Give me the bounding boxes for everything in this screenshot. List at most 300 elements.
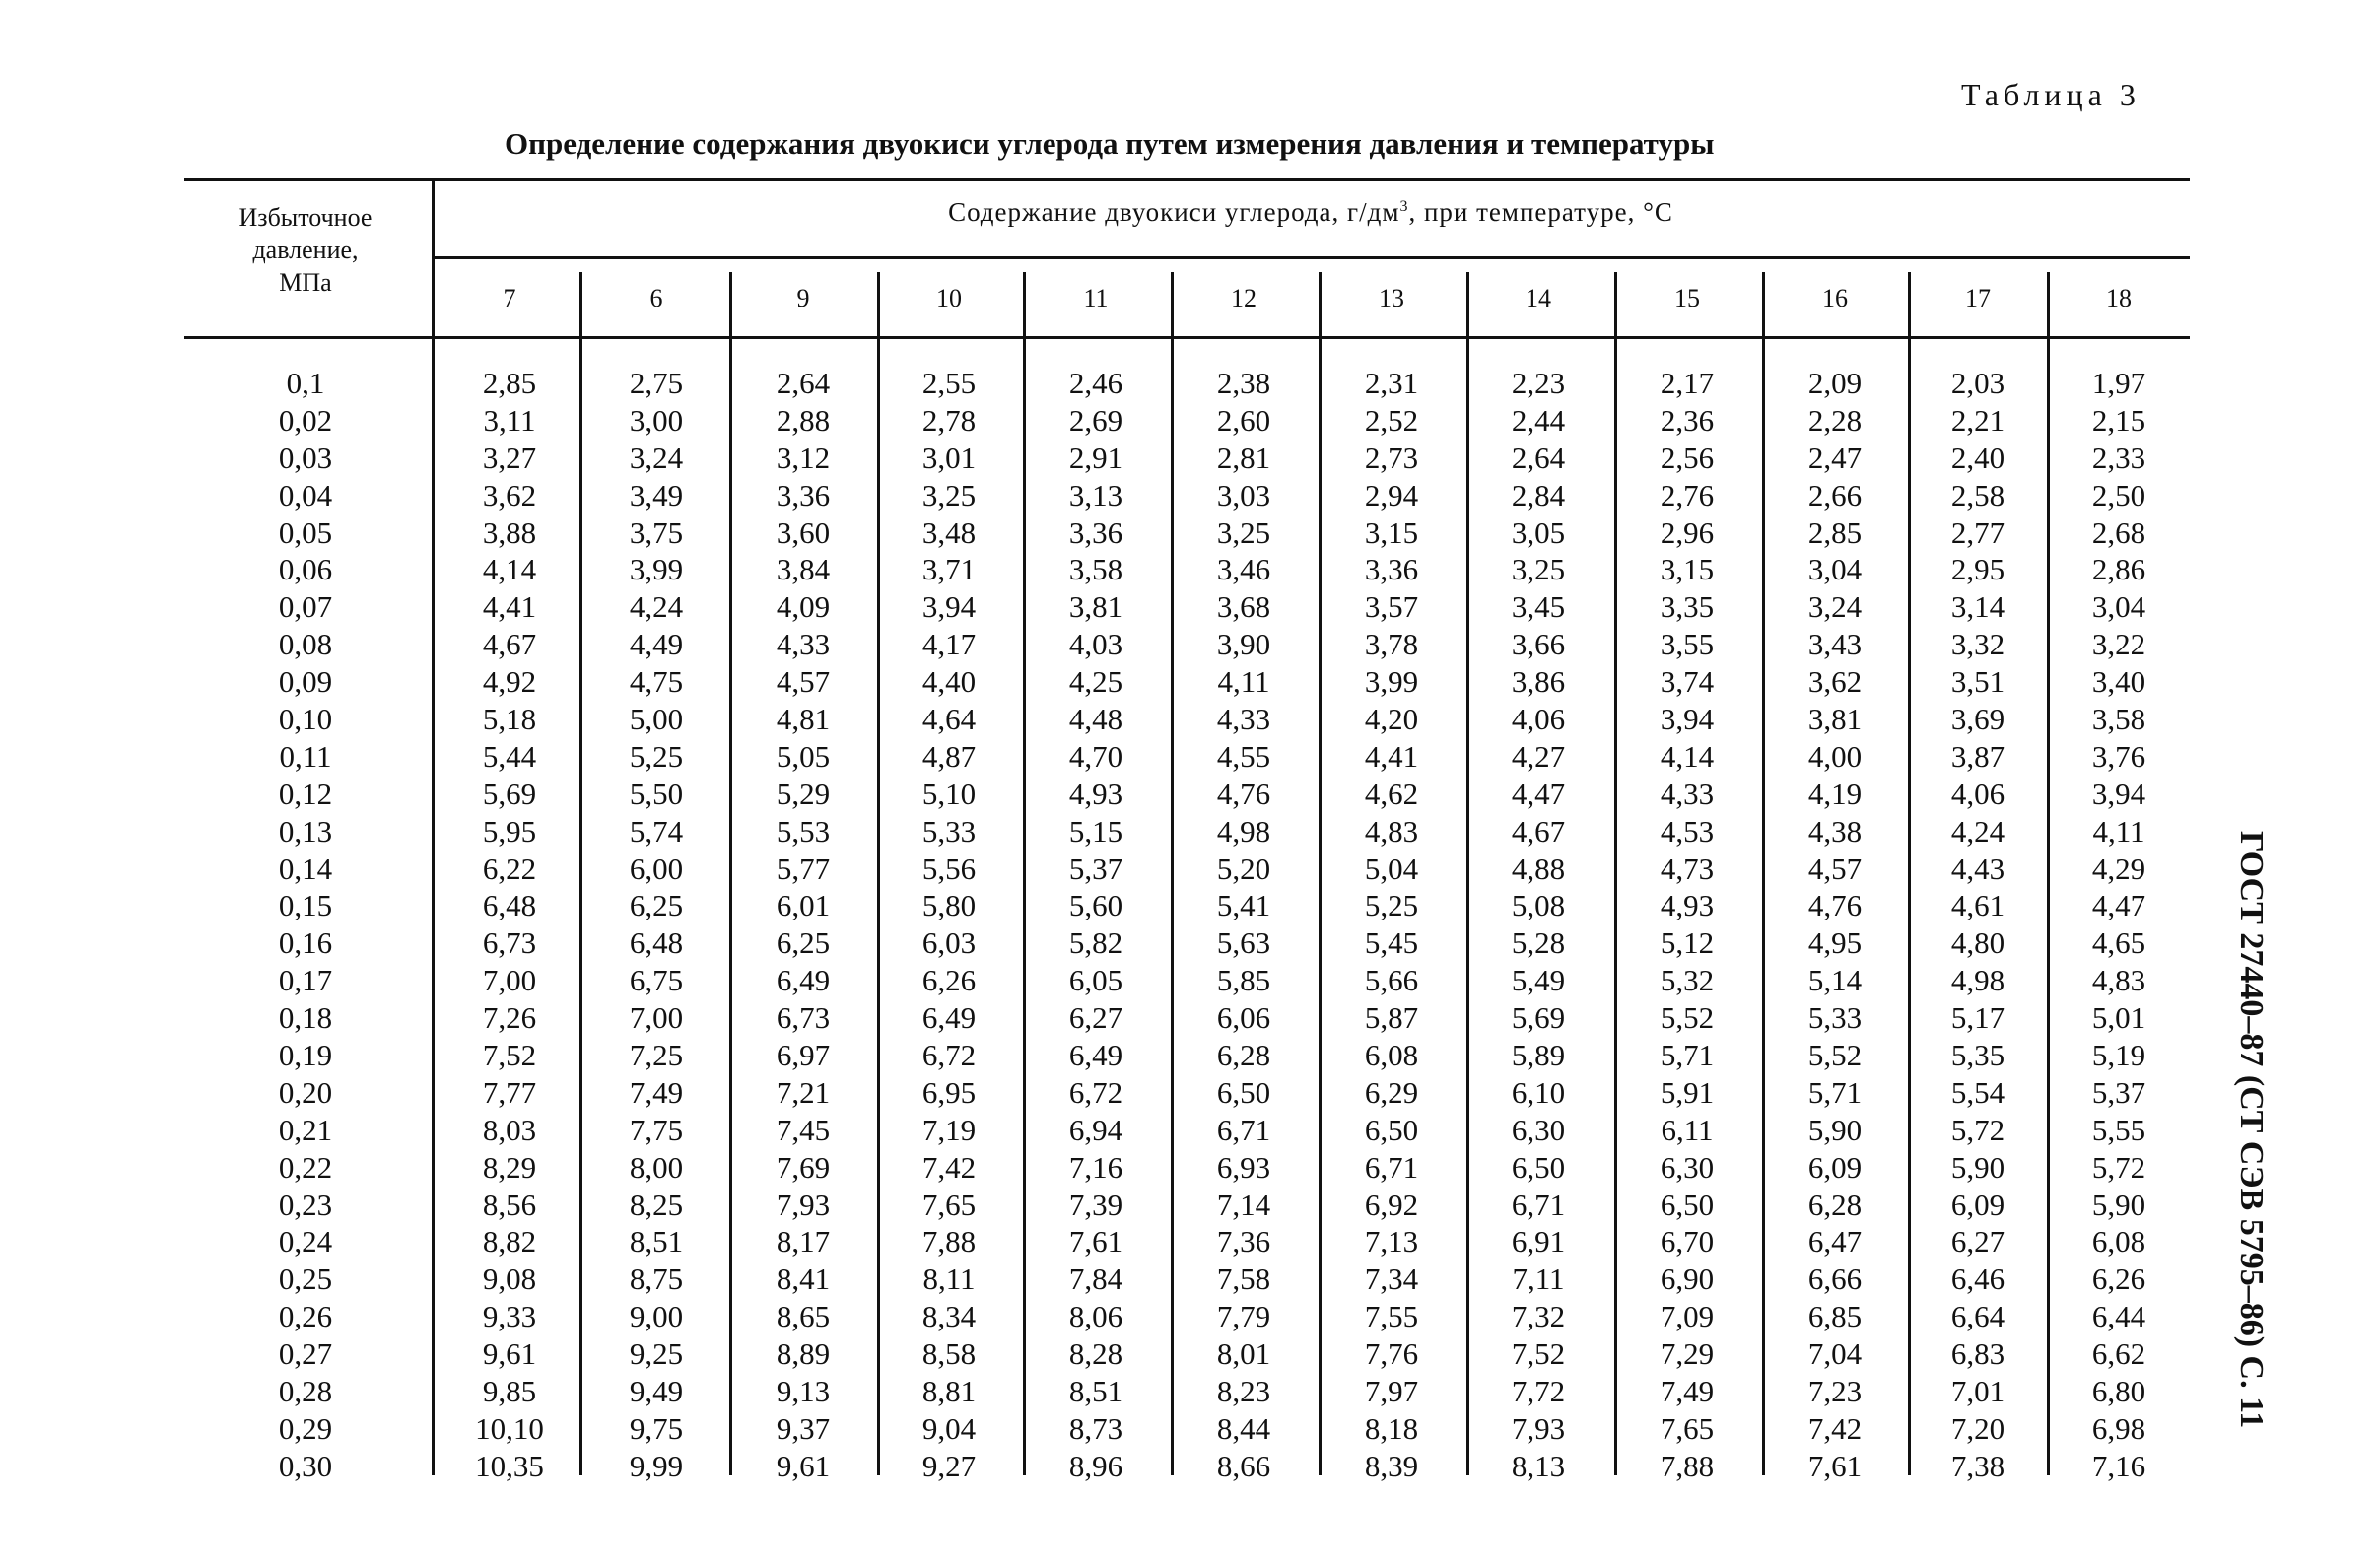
value-cell: 2,15: [2091, 402, 2146, 438]
value-cell: 2,56: [1660, 440, 1715, 475]
value-cell: 3,32: [1950, 627, 2005, 662]
group-header-rule: [434, 256, 2190, 259]
value-cell: 9,04: [921, 1410, 977, 1446]
value-cell: 5,69: [482, 776, 537, 811]
pressure-cell: 0,17: [278, 963, 333, 998]
value-cell: 3,69: [1950, 702, 2005, 737]
value-cell: 7,55: [1364, 1299, 1419, 1334]
value-column: [587, 365, 725, 1485]
value-cell: 2,68: [2091, 514, 2146, 550]
value-cell: 6,44: [2091, 1299, 2146, 1334]
value-cell: 7,11: [1512, 1261, 1565, 1297]
column-divider: [1466, 272, 1469, 1475]
value-cell: 3,57: [1364, 589, 1419, 625]
value-cell: 7,76: [1364, 1336, 1419, 1372]
value-cell: 2,44: [1511, 402, 1566, 438]
value-cell: 2,85: [482, 366, 537, 400]
value-cell: 5,87: [1364, 1000, 1419, 1036]
value-cell: 2,23: [1511, 366, 1566, 400]
value-cell: 2,94: [1364, 477, 1419, 512]
value-cell: 8,73: [1068, 1410, 1123, 1446]
value-cell: 4,03: [1068, 627, 1123, 662]
value-cell: 9,75: [629, 1410, 684, 1446]
value-cell: 4,83: [2091, 963, 2146, 998]
value-cell: 4,47: [2091, 888, 2146, 923]
value-cell: 5,72: [1950, 1112, 2005, 1147]
value-column: [1027, 365, 1165, 1485]
value-cell: 10,35: [475, 1448, 544, 1483]
value-cell: 6,26: [921, 963, 977, 998]
value-cell: 5,20: [1216, 851, 1271, 886]
value-cell: 9,25: [629, 1336, 684, 1372]
value-cell: 3,03: [1216, 477, 1271, 512]
pressure-cell: 0,15: [278, 888, 333, 923]
temperature-header: 11: [1083, 284, 1109, 312]
value-cell: 6,80: [2091, 1374, 2146, 1409]
value-cell: 5,33: [1807, 1000, 1863, 1036]
header-bottom-rule: [184, 336, 2190, 339]
value-cell: 5,37: [1068, 851, 1123, 886]
value-cell: 7,13: [1364, 1224, 1419, 1260]
value-cell: 7,52: [482, 1038, 537, 1073]
value-column: [441, 365, 578, 1485]
value-cell: 6,66: [1807, 1261, 1863, 1297]
value-cell: 7,79: [1216, 1299, 1271, 1334]
value-cell: 1,97: [2091, 366, 2146, 400]
value-cell: 6,95: [921, 1074, 977, 1110]
value-cell: 2,69: [1068, 402, 1123, 438]
value-cell: 6,29: [1364, 1074, 1419, 1110]
value-cell: 8,58: [921, 1336, 977, 1372]
value-cell: 3,14: [1950, 589, 2005, 625]
value-cell: 4,81: [776, 702, 831, 737]
value-cell: 5,54: [1950, 1074, 2005, 1110]
value-cell: 3,25: [1216, 514, 1271, 550]
value-cell: 7,21: [776, 1074, 831, 1110]
pressure-cell: 0,03: [278, 440, 333, 475]
value-cell: 6,25: [776, 925, 831, 961]
value-cell: 6,64: [1950, 1299, 2005, 1334]
value-cell: 7,65: [1660, 1410, 1715, 1446]
value-cell: 2,77: [1950, 514, 2005, 550]
value-cell: 7,34: [1364, 1261, 1419, 1297]
pressure-cell: 0,16: [278, 925, 333, 961]
value-cell: 7,01: [1950, 1374, 2005, 1409]
value-cell: 5,95: [482, 813, 537, 849]
value-cell: 4,17: [921, 627, 977, 662]
value-cell: 5,14: [1807, 963, 1863, 998]
value-cell: 6,75: [629, 963, 684, 998]
value-cell: 6,06: [1216, 1000, 1271, 1036]
value-cell: 3,51: [1950, 664, 2005, 700]
value-cell: 4,19: [1807, 776, 1863, 811]
value-cell: 4,70: [1068, 738, 1123, 774]
pressure-cell: 0,22: [278, 1149, 333, 1185]
pressure-cell: 0,20: [278, 1074, 333, 1110]
value-cell: 8,51: [629, 1224, 684, 1260]
value-cell: 4,14: [482, 552, 537, 587]
value-cell: 3,24: [629, 440, 684, 475]
column-divider: [729, 272, 732, 1475]
value-cell: 2,81: [1216, 440, 1271, 475]
value-cell: 7,04: [1807, 1336, 1863, 1372]
value-cell: 4,92: [482, 664, 537, 700]
value-cell: 6,70: [1660, 1224, 1715, 1260]
value-cell: 7,75: [629, 1112, 684, 1147]
pressure-cell: 0,30: [278, 1448, 333, 1483]
value-cell: 3,46: [1216, 552, 1271, 587]
value-cell: 5,01: [2091, 1000, 2146, 1036]
value-cell: 3,99: [1364, 664, 1419, 700]
value-cell: 3,76: [2091, 738, 2146, 774]
value-cell: 2,73: [1364, 440, 1419, 475]
pressure-cell: 0,25: [278, 1261, 333, 1297]
value-cell: 3,25: [921, 477, 977, 512]
value-cell: 8,89: [776, 1336, 831, 1372]
value-cell: 4,49: [629, 627, 684, 662]
value-cell: 7,58: [1216, 1261, 1271, 1297]
value-cell: 6,01: [776, 888, 831, 923]
temperature-header: 13: [1379, 284, 1404, 312]
value-cell: 8,56: [482, 1187, 537, 1222]
value-cell: 3,84: [776, 552, 831, 587]
value-cell: 5,05: [776, 738, 831, 774]
value-cell: 6,92: [1364, 1187, 1419, 1222]
value-cell: 3,45: [1511, 589, 1566, 625]
value-cell: 5,44: [482, 738, 537, 774]
value-cell: 6,73: [776, 1000, 831, 1036]
pressure-cell: 0,24: [278, 1224, 333, 1260]
value-cell: 5,56: [921, 851, 977, 886]
value-cell: 6,83: [1950, 1336, 2005, 1372]
value-cell: 8,96: [1068, 1448, 1123, 1483]
value-cell: 2,86: [2091, 552, 2146, 587]
value-cell: 6,72: [1068, 1074, 1123, 1110]
value-cell: 7,72: [1511, 1374, 1566, 1409]
pressure-cell: 0,29: [278, 1410, 333, 1446]
value-column: [1766, 365, 1904, 1485]
value-cell: 8,65: [776, 1299, 831, 1334]
value-cell: 2,60: [1216, 402, 1271, 438]
value-cell: 7,42: [921, 1149, 977, 1185]
value-cell: 5,18: [482, 702, 537, 737]
value-cell: 6,30: [1660, 1149, 1715, 1185]
value-cell: 7,20: [1950, 1410, 2005, 1446]
group-header-tail: , при температуре, °С: [1408, 197, 1673, 227]
value-cell: 4,83: [1364, 813, 1419, 849]
value-cell: 7,49: [1660, 1374, 1715, 1409]
value-cell: 6,30: [1511, 1112, 1566, 1147]
value-cell: 7,32: [1511, 1299, 1566, 1334]
value-cell: 4,09: [776, 589, 831, 625]
value-cell: 9,33: [482, 1299, 537, 1334]
column-divider: [877, 272, 880, 1475]
value-cell: 4,64: [921, 702, 977, 737]
value-cell: 4,93: [1068, 776, 1123, 811]
group-header-text: Содержание двуокиси углерода, г/дм: [948, 197, 1400, 227]
value-cell: 8,81: [921, 1374, 977, 1409]
value-cell: 6,26: [2091, 1261, 2146, 1297]
stub-header-line: МПа: [279, 268, 332, 297]
value-cell: 5,72: [2091, 1149, 2146, 1185]
temperature-header: 14: [1526, 284, 1551, 312]
value-cell: 4,20: [1364, 702, 1419, 737]
value-cell: 3,81: [1807, 702, 1863, 737]
value-cell: 7,61: [1807, 1448, 1863, 1483]
column-divider: [2047, 272, 2050, 1475]
value-cell: 8,51: [1068, 1374, 1123, 1409]
value-cell: 6,49: [921, 1000, 977, 1036]
value-cell: 5,33: [921, 813, 977, 849]
value-cell: 5,55: [2091, 1112, 2146, 1147]
temperature-header: 12: [1231, 284, 1257, 312]
value-column: [1175, 365, 1313, 1485]
pressure-cell: 0,23: [278, 1187, 333, 1222]
value-cell: 5,41: [1216, 888, 1271, 923]
value-cell: 3,13: [1068, 477, 1123, 512]
value-cell: 4,95: [1807, 925, 1863, 961]
value-cell: 3,04: [1807, 552, 1863, 587]
value-cell: 3,24: [1807, 589, 1863, 625]
table-title: Определение содержания двуокиси углерода путем измерения давления и температуры: [505, 126, 1715, 161]
group-header: [434, 197, 2188, 228]
value-cell: 3,11: [483, 402, 536, 438]
value-cell: 6,71: [1364, 1149, 1419, 1185]
value-cell: 3,88: [482, 514, 537, 550]
value-cell: 7,93: [1511, 1410, 1566, 1446]
value-cell: 9,27: [921, 1448, 977, 1483]
value-cell: 3,87: [1950, 738, 2005, 774]
column-divider: [1908, 272, 1911, 1475]
value-cell: 5,49: [1511, 963, 1566, 998]
pressure-cell: 0,12: [278, 776, 333, 811]
value-cell: 6,93: [1216, 1149, 1271, 1185]
value-cell: 8,06: [1068, 1299, 1123, 1334]
pressure-cell: 0,26: [278, 1299, 333, 1334]
value-cell: 3,25: [1511, 552, 1566, 587]
pressure-column: [237, 365, 374, 1485]
value-cell: 5,28: [1511, 925, 1566, 961]
value-column: [1909, 365, 2047, 1485]
value-cell: 6,91: [1511, 1224, 1566, 1260]
value-cell: 8,11: [922, 1261, 976, 1297]
value-cell: 3,27: [482, 440, 537, 475]
pressure-cell: 0,06: [278, 552, 333, 587]
value-cell: 4,75: [629, 664, 684, 700]
value-cell: 3,15: [1660, 552, 1715, 587]
value-cell: 3,94: [2091, 776, 2146, 811]
value-cell: 6,97: [776, 1038, 831, 1073]
value-cell: 3,36: [1068, 514, 1123, 550]
value-cell: 3,81: [1068, 589, 1123, 625]
value-cell: 2,28: [1807, 402, 1863, 438]
value-cell: 2,88: [776, 402, 831, 438]
value-cell: 5,52: [1660, 1000, 1715, 1036]
value-cell: 3,78: [1364, 627, 1419, 662]
value-cell: 7,39: [1068, 1187, 1123, 1222]
value-cell: 3,66: [1511, 627, 1566, 662]
column-divider: [1319, 272, 1322, 1475]
pressure-cell: 0,1: [286, 366, 325, 400]
pressure-cell: 0,04: [278, 477, 333, 512]
temperature-header: 18: [2106, 284, 2132, 312]
value-cell: 3,36: [776, 477, 831, 512]
value-cell: 4,53: [1660, 813, 1715, 849]
value-cell: 4,24: [1950, 813, 2005, 849]
value-cell: 5,60: [1068, 888, 1123, 923]
value-cell: 7,65: [921, 1187, 977, 1222]
pressure-cell: 0,05: [278, 514, 333, 550]
value-cell: 2,03: [1950, 366, 2005, 400]
value-cell: 5,69: [1511, 1000, 1566, 1036]
value-column: [1323, 365, 1461, 1485]
temperature-header: 16: [1822, 284, 1848, 312]
pressure-cell: 0,02: [278, 402, 333, 438]
value-cell: 3,49: [629, 477, 684, 512]
value-cell: 6,48: [482, 888, 537, 923]
value-cell: 6,25: [629, 888, 684, 923]
group-header-superscript: 3: [1399, 198, 1409, 215]
value-cell: 4,06: [1511, 702, 1566, 737]
column-divider: [1171, 272, 1174, 1475]
value-cell: 5,00: [629, 702, 684, 737]
value-cell: 4,14: [1660, 738, 1715, 774]
value-cell: 5,19: [2091, 1038, 2146, 1073]
value-cell: 6,73: [482, 925, 537, 961]
value-cell: 3,12: [776, 440, 831, 475]
value-cell: 6,98: [2091, 1410, 2146, 1446]
value-cell: 7,19: [921, 1112, 977, 1147]
value-cell: 8,28: [1068, 1336, 1123, 1372]
value-cell: 6,03: [921, 925, 977, 961]
value-cell: 4,57: [776, 664, 831, 700]
value-cell: 5,90: [2091, 1187, 2146, 1222]
value-cell: 7,77: [482, 1074, 537, 1110]
value-cell: 6,08: [1364, 1038, 1419, 1073]
pressure-cell: 0,28: [278, 1374, 333, 1409]
value-cell: 5,50: [629, 776, 684, 811]
value-cell: 6,85: [1807, 1299, 1863, 1334]
value-cell: 7,93: [776, 1187, 831, 1222]
value-cell: 7,49: [629, 1074, 684, 1110]
value-cell: 4,27: [1511, 738, 1566, 774]
value-cell: 6,28: [1807, 1187, 1863, 1222]
value-cell: 3,86: [1511, 664, 1566, 700]
value-cell: 7,23: [1807, 1374, 1863, 1409]
stub-header-line: Избыточное: [238, 203, 373, 232]
value-cell: 3,68: [1216, 589, 1271, 625]
value-cell: 2,17: [1660, 366, 1715, 400]
value-cell: 3,48: [921, 514, 977, 550]
value-cell: 7,00: [629, 1000, 684, 1036]
value-cell: 3,01: [921, 440, 977, 475]
value-cell: 4,87: [921, 738, 977, 774]
value-cell: 6,46: [1950, 1261, 2005, 1297]
value-cell: 3,40: [2091, 664, 2146, 700]
value-cell: 4,67: [1511, 813, 1566, 849]
value-cell: 7,61: [1068, 1224, 1123, 1260]
value-cell: 4,11: [1217, 664, 1270, 700]
value-cell: 8,01: [1216, 1336, 1271, 1372]
value-cell: 3,74: [1660, 664, 1715, 700]
value-cell: 8,39: [1364, 1448, 1419, 1483]
value-cell: 5,74: [629, 813, 684, 849]
value-cell: 3,90: [1216, 627, 1271, 662]
value-cell: 5,08: [1511, 888, 1566, 923]
value-cell: 4,47: [1511, 776, 1566, 811]
pressure-cell: 0,13: [278, 813, 333, 849]
value-cell: 5,91: [1660, 1074, 1715, 1110]
value-cell: 7,88: [1660, 1448, 1715, 1483]
value-cell: 2,64: [776, 366, 831, 400]
value-cell: 2,55: [921, 366, 977, 400]
value-cell: 6,50: [1216, 1074, 1271, 1110]
value-cell: 6,09: [1950, 1187, 2005, 1222]
value-cell: 6,62: [2091, 1336, 2146, 1372]
value-cell: 5,35: [1950, 1038, 2005, 1073]
value-column: [880, 365, 1018, 1485]
value-cell: 5,29: [776, 776, 831, 811]
value-cell: 7,42: [1807, 1410, 1863, 1446]
column-divider: [579, 272, 582, 1475]
value-cell: 4,41: [1364, 738, 1419, 774]
value-cell: 6,10: [1511, 1074, 1566, 1110]
value-cell: 4,67: [482, 627, 537, 662]
value-cell: 9,99: [629, 1448, 684, 1483]
value-cell: 7,25: [629, 1038, 684, 1073]
value-cell: 5,12: [1660, 925, 1715, 961]
value-cell: 4,76: [1807, 888, 1863, 923]
value-cell: 2,96: [1660, 514, 1715, 550]
pressure-cell: 0,27: [278, 1336, 333, 1372]
value-cell: 2,40: [1950, 440, 2005, 475]
column-divider: [1614, 272, 1617, 1475]
value-cell: 2,84: [1511, 477, 1566, 512]
value-cell: 5,32: [1660, 963, 1715, 998]
value-cell: 4,61: [1950, 888, 2005, 923]
value-cell: 8,18: [1364, 1410, 1419, 1446]
value-cell: 3,60: [776, 514, 831, 550]
temperature-header: 6: [649, 284, 663, 312]
value-cell: 2,78: [921, 402, 977, 438]
value-cell: 4,98: [1950, 963, 2005, 998]
temperature-header: 17: [1965, 284, 1991, 312]
value-cell: 2,58: [1950, 477, 2005, 512]
value-cell: 7,38: [1950, 1448, 2005, 1483]
value-cell: 2,50: [2091, 477, 2146, 512]
stub-header: [187, 201, 424, 299]
value-cell: 2,47: [1807, 440, 1863, 475]
pressure-cell: 0,08: [278, 627, 333, 662]
value-cell: 6,48: [629, 925, 684, 961]
value-cell: 2,66: [1807, 477, 1863, 512]
value-cell: 5,82: [1068, 925, 1123, 961]
value-cell: 4,76: [1216, 776, 1271, 811]
value-cell: 7,29: [1660, 1336, 1715, 1372]
value-cell: 6,11: [1661, 1112, 1714, 1147]
value-cell: 4,80: [1950, 925, 2005, 961]
value-cell: 5,53: [776, 813, 831, 849]
value-cell: 3,71: [921, 552, 977, 587]
value-cell: 3,58: [2091, 702, 2146, 737]
value-cell: 5,66: [1364, 963, 1419, 998]
temperature-header: 15: [1674, 284, 1700, 312]
value-cell: 4,25: [1068, 664, 1123, 700]
pressure-cell: 0,19: [278, 1038, 333, 1073]
value-cell: 5,77: [776, 851, 831, 886]
value-cell: 8,82: [482, 1224, 537, 1260]
value-cell: 3,75: [629, 514, 684, 550]
